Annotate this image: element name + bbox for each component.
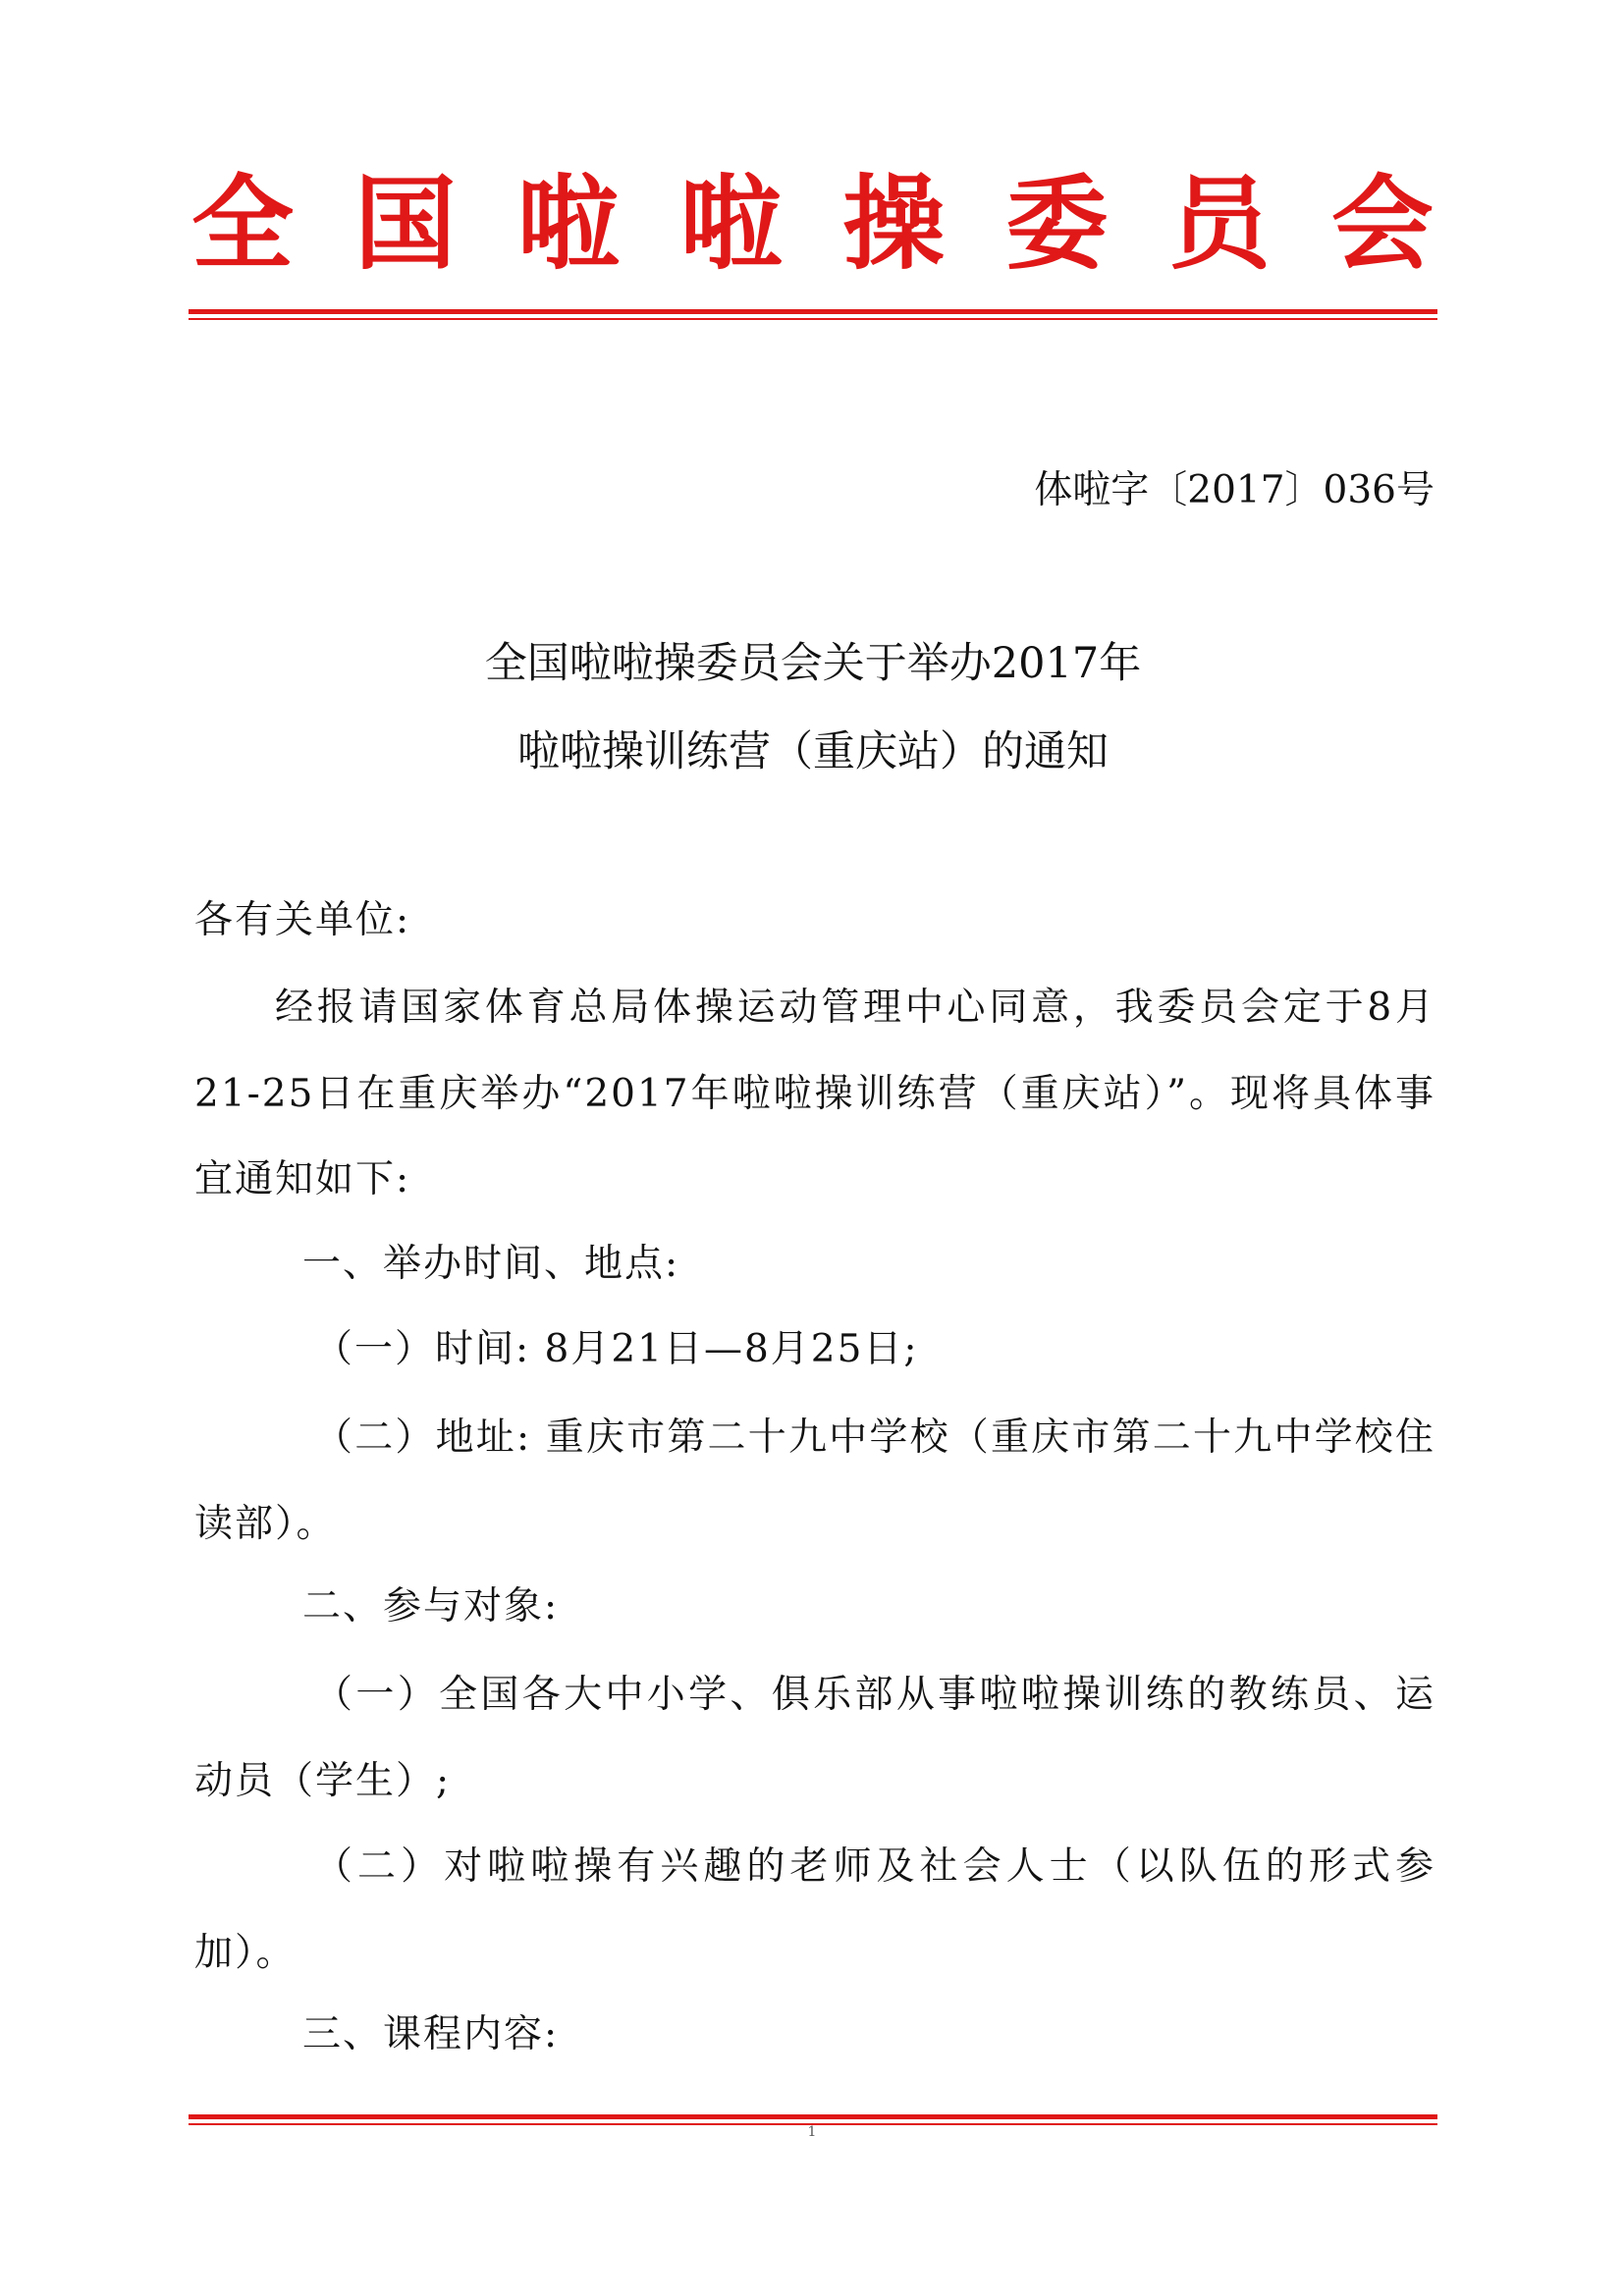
section-2-item-2: （二）对啦啦操有兴趣的老师及社会人士（以队伍的形式参加）。 <box>194 1844 1435 1975</box>
document-title-line-2: 啦啦操训练营（重庆站）的通知 <box>517 727 1109 776</box>
footer-red-rule-thick <box>189 2114 1437 2119</box>
header-red-rule-thin <box>189 318 1437 320</box>
letterhead-char: 全 <box>191 164 295 284</box>
letterhead-char: 会 <box>1330 164 1434 284</box>
page-number: 1 <box>807 2124 817 2140</box>
section-2-item-1: （一）全国各大中小学、俱乐部从事啦啦操训练的教练员、运动员（学生）; <box>194 1673 1435 1803</box>
letterhead-title <box>191 165 1434 283</box>
section-1-item-1: （一）时间: 8月21日—8月25日; <box>314 1327 919 1371</box>
salutation: 各有关单位: <box>194 898 411 942</box>
section-heading-1: 一、举办时间、地点: <box>302 1242 680 1286</box>
section-heading-3: 三、课程内容: <box>302 2012 560 2056</box>
section-1-item-2: （二）地址: 重庆市第二十九中学校（重庆市第二十九中学校住读部）。 <box>194 1415 1435 1546</box>
letterhead-char: 啦 <box>516 164 620 284</box>
intro-paragraph: 经报请国家体育总局体操运动管理中心同意，我委员会定于8月21-25日在重庆举办“2017年啦啦操训练营（重庆站）”。现将具体事宜通知如下: <box>194 986 1435 1201</box>
document-number: 体啦字〔2017〕036号 <box>1034 468 1435 512</box>
letterhead-char: 国 <box>353 164 457 284</box>
letterhead-char: 员 <box>1168 164 1272 284</box>
document-title-line-1: 全国啦啦操委员会关于举办2017年 <box>484 639 1142 688</box>
letterhead-char: 啦 <box>679 164 783 284</box>
letterhead-char: 操 <box>842 164 946 284</box>
letterhead-char: 委 <box>1005 164 1109 284</box>
section-heading-2: 二、参与对象: <box>302 1584 560 1629</box>
header-red-rule-thick <box>189 309 1437 314</box>
